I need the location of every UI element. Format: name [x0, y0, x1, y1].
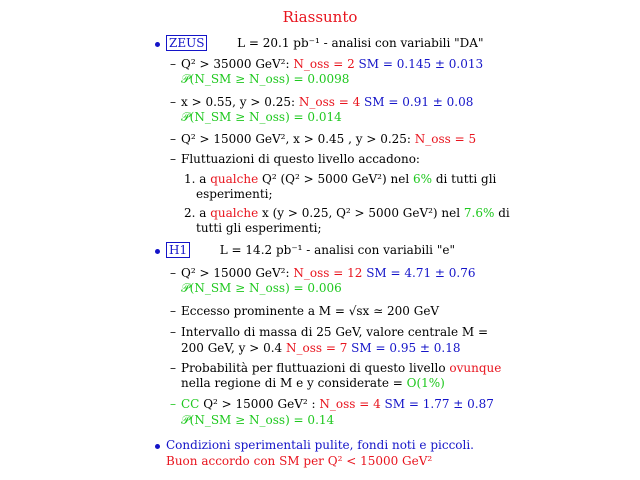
conclusion-line-1: Condizioni sperimentali pulite, fondi noti e piccoli. — [166, 438, 474, 452]
zeus-item-2-nobs: N_oss = 4 — [298, 95, 361, 109]
h1-luminosity: L = 14.2 pb⁻¹ - analisi con variabili "e" — [219, 243, 455, 257]
h1-label: H1 — [166, 242, 190, 258]
zeus-sub-1: 1. a qualche Q² (Q² > 5000 GeV²) nel 6% di tutti gli — [184, 172, 497, 186]
h1-item-3: – Intervallo di massa di 25 GeV, valore centrale M = — [170, 325, 489, 339]
page-title: Riassunto — [282, 8, 358, 26]
zeus-sub-2-cont: tutti gli esperimenti; — [196, 221, 322, 235]
zeus-item-1-cond: Q² > 35000 GeV²: — [181, 57, 290, 71]
zeus-label: ZEUS — [166, 35, 207, 51]
h1-item-5-prob: 𝒫(N_SM ≥ N_oss) = 0.14 — [181, 413, 335, 427]
zeus-item-2-sm: SM = 0.91 ± 0.08 — [364, 95, 474, 109]
h1-item-3-cont: 200 GeV, y > 0.4 N_oss = 7 SM = 0.95 ± 0.18 — [181, 341, 461, 355]
h1-item-4-cont: nella regione di M e y considerate = O(1%) — [181, 376, 445, 390]
zeus-header — [166, 36, 483, 51]
h1-header — [166, 243, 455, 258]
bullet-icon — [155, 42, 160, 47]
zeus-item-1: – Q² > 35000 GeV²: N_oss = 2 SM = 0.145 ± 0.013 — [170, 57, 484, 71]
zeus-item-1-sm: SM = 0.145 ± 0.013 — [358, 57, 484, 71]
bullet-icon — [155, 444, 160, 449]
h1-item-4: – Probabilità per fluttuazioni di questo livello ovunque — [170, 361, 502, 375]
bullet-icon — [155, 249, 160, 254]
zeus-item-3-nobs: N_oss = 5 — [414, 132, 477, 146]
zeus-item-3: – Q² > 15000 GeV², x > 0.45 , y > 0.25: N_oss = 5 — [170, 132, 477, 146]
zeus-item-2-prob: 𝒫(N_SM ≥ N_oss) = 0.014 — [181, 110, 342, 124]
zeus-item-1-prob: 𝒫(N_SM ≥ N_oss) = 0.0098 — [181, 72, 350, 86]
zeus-item-1-nobs: N_oss = 2 — [293, 57, 355, 71]
h1-item-2: – Eccesso prominente a M = √sx ≃ 200 GeV — [170, 304, 440, 318]
zeus-item-3-cond: Q² > 15000 GeV², x > 0.45 , y > 0.25: — [181, 132, 411, 146]
h1-item-1-prob: 𝒫(N_SM ≥ N_oss) = 0.006 — [181, 281, 342, 295]
zeus-item-2-cond: x > 0.55, y > 0.25: — [181, 95, 296, 109]
zeus-luminosity: L = 20.1 pb⁻¹ - analisi con variabili "DA" — [237, 36, 484, 50]
zeus-sub-1-cont: esperimenti; — [196, 187, 273, 201]
h1-item-5: – CC Q² > 15000 GeV² : N_oss = 4 SM = 1.77 ± 0.87 — [170, 397, 494, 411]
zeus-sub-2: 2. a qualche x (y > 0.25, Q² > 5000 GeV²) nel 7.6% di — [184, 206, 510, 220]
conclusion-line-2: Buon accordo con SM per Q² < 15000 GeV² — [166, 454, 433, 468]
zeus-item-2: – x > 0.55, y > 0.25: N_oss = 4 SM = 0.91 ± 0.08 — [170, 95, 474, 109]
zeus-fluct: – Fluttuazioni di questo livello accadono: — [170, 152, 420, 166]
h1-item-1: – Q² > 15000 GeV²: N_oss = 12 SM = 4.71 ± 0.76 — [170, 266, 476, 280]
